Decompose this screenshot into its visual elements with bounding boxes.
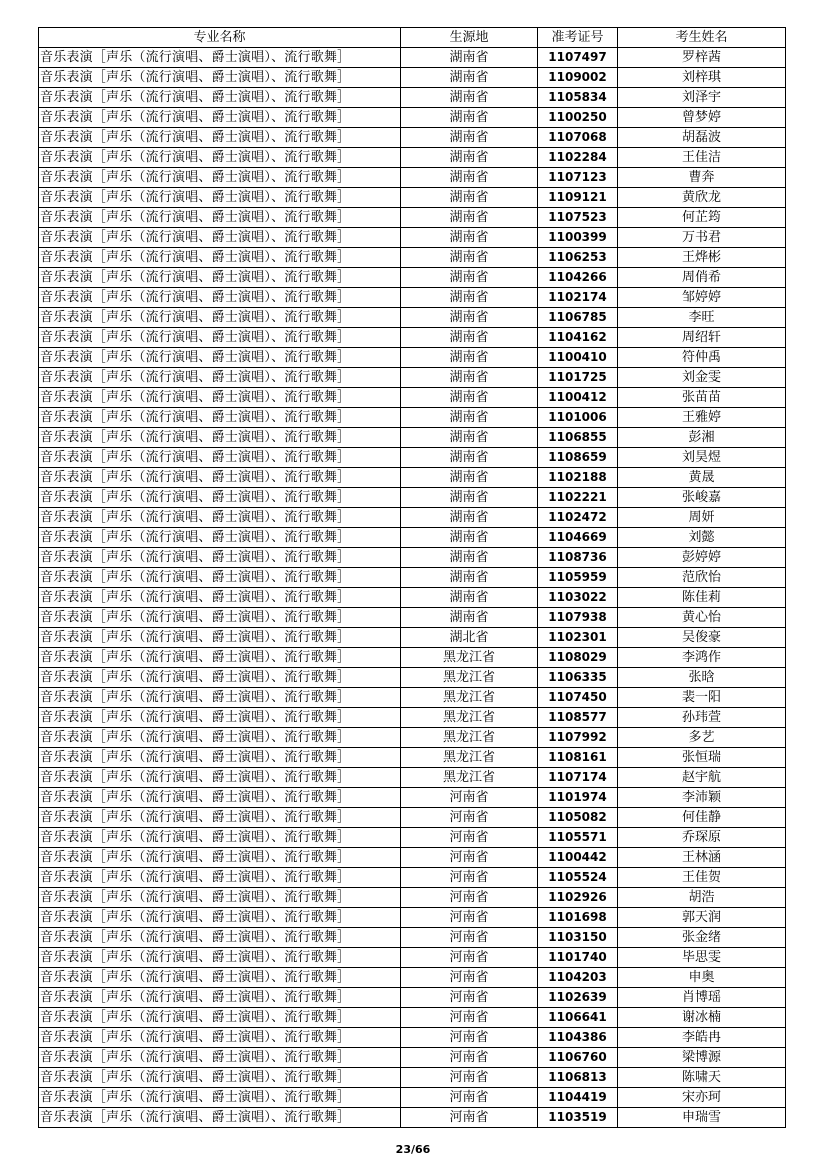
cell-origin: 湖南省 xyxy=(401,588,538,608)
cell-ticket-number: 1100412 xyxy=(538,388,618,408)
cell-major: 音乐表演［声乐（流行演唱、爵士演唱）、流行歌舞］ xyxy=(39,668,401,688)
cell-ticket-number: 1105524 xyxy=(538,868,618,888)
cell-major: 音乐表演［声乐（流行演唱、爵士演唱）、流行歌舞］ xyxy=(39,1088,401,1108)
cell-student-name: 申奥 xyxy=(618,968,786,988)
cell-ticket-number: 1107123 xyxy=(538,168,618,188)
cell-origin: 湖南省 xyxy=(401,488,538,508)
cell-ticket-number: 1107450 xyxy=(538,688,618,708)
cell-origin: 湖南省 xyxy=(401,148,538,168)
table-row xyxy=(39,348,786,368)
cell-origin: 河南省 xyxy=(401,888,538,908)
cell-origin: 湖南省 xyxy=(401,528,538,548)
cell-student-name: 陈啸天 xyxy=(618,1068,786,1088)
cell-major: 音乐表演［声乐（流行演唱、爵士演唱）、流行歌舞］ xyxy=(39,1008,401,1028)
cell-student-name: 裴一阳 xyxy=(618,688,786,708)
cell-major: 音乐表演［声乐（流行演唱、爵士演唱）、流行歌舞］ xyxy=(39,928,401,948)
cell-major: 音乐表演［声乐（流行演唱、爵士演唱）、流行歌舞］ xyxy=(39,688,401,708)
cell-origin: 湖南省 xyxy=(401,68,538,88)
cell-student-name: 罗梓茜 xyxy=(618,48,786,68)
cell-student-name: 刘梓琪 xyxy=(618,68,786,88)
cell-major: 音乐表演［声乐（流行演唱、爵士演唱）、流行歌舞］ xyxy=(39,508,401,528)
cell-origin: 湖南省 xyxy=(401,448,538,468)
cell-major: 音乐表演［声乐（流行演唱、爵士演唱）、流行歌舞］ xyxy=(39,368,401,388)
cell-student-name: 周绍轩 xyxy=(618,328,786,348)
table-row xyxy=(39,628,786,648)
cell-ticket-number: 1107992 xyxy=(538,728,618,748)
cell-student-name: 王烨彬 xyxy=(618,248,786,268)
cell-student-name: 张苗苗 xyxy=(618,388,786,408)
cell-major: 音乐表演［声乐（流行演唱、爵士演唱）、流行歌舞］ xyxy=(39,448,401,468)
cell-origin: 湖南省 xyxy=(401,468,538,488)
cell-origin: 河南省 xyxy=(401,1048,538,1068)
cell-ticket-number: 1106253 xyxy=(538,248,618,268)
cell-origin: 河南省 xyxy=(401,908,538,928)
cell-major: 音乐表演［声乐（流行演唱、爵士演唱）、流行歌舞］ xyxy=(39,708,401,728)
table-row xyxy=(39,448,786,468)
table-row xyxy=(39,868,786,888)
cell-major: 音乐表演［声乐（流行演唱、爵士演唱）、流行歌舞］ xyxy=(39,988,401,1008)
header-origin: 生源地 xyxy=(401,28,538,48)
cell-origin: 湖南省 xyxy=(401,188,538,208)
cell-major: 音乐表演［声乐（流行演唱、爵士演唱）、流行歌舞］ xyxy=(39,288,401,308)
cell-ticket-number: 1101740 xyxy=(538,948,618,968)
table-row xyxy=(39,148,786,168)
cell-ticket-number: 1102221 xyxy=(538,488,618,508)
cell-ticket-number: 1106760 xyxy=(538,1048,618,1068)
cell-major: 音乐表演［声乐（流行演唱、爵士演唱）、流行歌舞］ xyxy=(39,648,401,668)
cell-student-name: 谢冰楠 xyxy=(618,1008,786,1028)
cell-ticket-number: 1108577 xyxy=(538,708,618,728)
cell-student-name: 黄欣龙 xyxy=(618,188,786,208)
cell-ticket-number: 1102472 xyxy=(538,508,618,528)
cell-origin: 湖南省 xyxy=(401,388,538,408)
cell-ticket-number: 1103519 xyxy=(538,1108,618,1128)
cell-ticket-number: 1103022 xyxy=(538,588,618,608)
cell-student-name: 胡磊波 xyxy=(618,128,786,148)
table-row xyxy=(39,328,786,348)
cell-ticket-number: 1106813 xyxy=(538,1068,618,1088)
cell-major: 音乐表演［声乐（流行演唱、爵士演唱）、流行歌舞］ xyxy=(39,208,401,228)
cell-student-name: 宋亦珂 xyxy=(618,1088,786,1108)
cell-origin: 河南省 xyxy=(401,1108,538,1128)
cell-major: 音乐表演［声乐（流行演唱、爵士演唱）、流行歌舞］ xyxy=(39,228,401,248)
cell-origin: 湖南省 xyxy=(401,208,538,228)
cell-student-name: 胡浩 xyxy=(618,888,786,908)
cell-major: 音乐表演［声乐（流行演唱、爵士演唱）、流行歌舞］ xyxy=(39,908,401,928)
cell-origin: 湖南省 xyxy=(401,368,538,388)
cell-ticket-number: 1102639 xyxy=(538,988,618,1008)
cell-origin: 河南省 xyxy=(401,928,538,948)
cell-origin: 湖南省 xyxy=(401,568,538,588)
cell-origin: 湖南省 xyxy=(401,308,538,328)
cell-ticket-number: 1109121 xyxy=(538,188,618,208)
cell-student-name: 彭湘 xyxy=(618,428,786,448)
cell-origin: 湖南省 xyxy=(401,248,538,268)
cell-ticket-number: 1108029 xyxy=(538,648,618,668)
cell-student-name: 张晗 xyxy=(618,668,786,688)
cell-ticket-number: 1104386 xyxy=(538,1028,618,1048)
cell-origin: 湖南省 xyxy=(401,348,538,368)
cell-student-name: 孙玮萱 xyxy=(618,708,786,728)
cell-origin: 河南省 xyxy=(401,868,538,888)
cell-ticket-number: 1105959 xyxy=(538,568,618,588)
cell-origin: 河南省 xyxy=(401,1028,538,1048)
cell-ticket-number: 1104419 xyxy=(538,1088,618,1108)
cell-ticket-number: 1101725 xyxy=(538,368,618,388)
cell-student-name: 范欣怡 xyxy=(618,568,786,588)
table-row xyxy=(39,288,786,308)
table-row xyxy=(39,548,786,568)
cell-student-name: 肖博瑶 xyxy=(618,988,786,1008)
cell-student-name: 多艺 xyxy=(618,728,786,748)
cell-origin: 河南省 xyxy=(401,828,538,848)
cell-student-name: 郭天润 xyxy=(618,908,786,928)
cell-origin: 湖南省 xyxy=(401,168,538,188)
cell-major: 音乐表演［声乐（流行演唱、爵士演唱）、流行歌舞］ xyxy=(39,868,401,888)
cell-student-name: 李鸿作 xyxy=(618,648,786,668)
cell-major: 音乐表演［声乐（流行演唱、爵士演唱）、流行歌舞］ xyxy=(39,308,401,328)
cell-origin: 河南省 xyxy=(401,948,538,968)
cell-major: 音乐表演［声乐（流行演唱、爵士演唱）、流行歌舞］ xyxy=(39,1068,401,1088)
table-body xyxy=(39,48,786,1128)
cell-origin: 河南省 xyxy=(401,988,538,1008)
cell-student-name: 符仲禹 xyxy=(618,348,786,368)
admission-list-table xyxy=(38,27,786,1128)
table-row xyxy=(39,788,786,808)
cell-major: 音乐表演［声乐（流行演唱、爵士演唱）、流行歌舞］ xyxy=(39,1048,401,1068)
table-row xyxy=(39,748,786,768)
cell-ticket-number: 1101006 xyxy=(538,408,618,428)
cell-origin: 黑龙江省 xyxy=(401,708,538,728)
cell-origin: 湖南省 xyxy=(401,508,538,528)
cell-major: 音乐表演［声乐（流行演唱、爵士演唱）、流行歌舞］ xyxy=(39,48,401,68)
cell-major: 音乐表演［声乐（流行演唱、爵士演唱）、流行歌舞］ xyxy=(39,588,401,608)
cell-origin: 湖南省 xyxy=(401,608,538,628)
cell-major: 音乐表演［声乐（流行演唱、爵士演唱）、流行歌舞］ xyxy=(39,428,401,448)
cell-ticket-number: 1106855 xyxy=(538,428,618,448)
table-row xyxy=(39,988,786,1008)
table-row xyxy=(39,888,786,908)
header-student-name: 考生姓名 xyxy=(618,28,786,48)
cell-origin: 湖南省 xyxy=(401,408,538,428)
cell-major: 音乐表演［声乐（流行演唱、爵士演唱）、流行歌舞］ xyxy=(39,348,401,368)
cell-major: 音乐表演［声乐（流行演唱、爵士演唱）、流行歌舞］ xyxy=(39,628,401,648)
table-row xyxy=(39,1068,786,1088)
cell-student-name: 赵宇航 xyxy=(618,768,786,788)
cell-ticket-number: 1104203 xyxy=(538,968,618,988)
cell-origin: 湖南省 xyxy=(401,108,538,128)
cell-origin: 湖南省 xyxy=(401,328,538,348)
table-row xyxy=(39,768,786,788)
cell-major: 音乐表演［声乐（流行演唱、爵士演唱）、流行歌舞］ xyxy=(39,468,401,488)
table-row xyxy=(39,528,786,548)
cell-ticket-number: 1101974 xyxy=(538,788,618,808)
cell-origin: 湖南省 xyxy=(401,268,538,288)
table-row xyxy=(39,88,786,108)
table-row xyxy=(39,928,786,948)
cell-major: 音乐表演［声乐（流行演唱、爵士演唱）、流行歌舞］ xyxy=(39,568,401,588)
cell-ticket-number: 1105571 xyxy=(538,828,618,848)
cell-origin: 湖北省 xyxy=(401,628,538,648)
table-row xyxy=(39,688,786,708)
cell-student-name: 张恒瑞 xyxy=(618,748,786,768)
table-row xyxy=(39,1008,786,1028)
page-number: 23/66 xyxy=(395,1143,431,1156)
cell-student-name: 李旺 xyxy=(618,308,786,328)
cell-student-name: 万书君 xyxy=(618,228,786,248)
cell-student-name: 曹奔 xyxy=(618,168,786,188)
cell-major: 音乐表演［声乐（流行演唱、爵士演唱）、流行歌舞］ xyxy=(39,828,401,848)
cell-major: 音乐表演［声乐（流行演唱、爵士演唱）、流行歌舞］ xyxy=(39,408,401,428)
table-row xyxy=(39,1108,786,1128)
cell-major: 音乐表演［声乐（流行演唱、爵士演唱）、流行歌舞］ xyxy=(39,808,401,828)
cell-ticket-number: 1107068 xyxy=(538,128,618,148)
table-row xyxy=(39,828,786,848)
table-row xyxy=(39,188,786,208)
cell-student-name: 王佳贺 xyxy=(618,868,786,888)
cell-student-name: 邹婷婷 xyxy=(618,288,786,308)
cell-major: 音乐表演［声乐（流行演唱、爵士演唱）、流行歌舞］ xyxy=(39,528,401,548)
cell-student-name: 申瑞雪 xyxy=(618,1108,786,1128)
cell-student-name: 陈佳莉 xyxy=(618,588,786,608)
cell-ticket-number: 1104162 xyxy=(538,328,618,348)
table-row xyxy=(39,708,786,728)
table-row xyxy=(39,1048,786,1068)
cell-student-name: 刘昊煜 xyxy=(618,448,786,468)
cell-student-name: 周俏希 xyxy=(618,268,786,288)
cell-student-name: 王佳洁 xyxy=(618,148,786,168)
cell-ticket-number: 1100442 xyxy=(538,848,618,868)
table-row xyxy=(39,388,786,408)
cell-major: 音乐表演［声乐（流行演唱、爵士演唱）、流行歌舞］ xyxy=(39,128,401,148)
cell-ticket-number: 1100399 xyxy=(538,228,618,248)
cell-major: 音乐表演［声乐（流行演唱、爵士演唱）、流行歌舞］ xyxy=(39,268,401,288)
table-row xyxy=(39,228,786,248)
table-row xyxy=(39,1028,786,1048)
cell-student-name: 吴俊豪 xyxy=(618,628,786,648)
cell-origin: 湖南省 xyxy=(401,228,538,248)
cell-ticket-number: 1109002 xyxy=(538,68,618,88)
cell-origin: 湖南省 xyxy=(401,128,538,148)
cell-origin: 黑龙江省 xyxy=(401,728,538,748)
table-row xyxy=(39,468,786,488)
cell-student-name: 曾梦婷 xyxy=(618,108,786,128)
table-row xyxy=(39,848,786,868)
cell-student-name: 刘泽宇 xyxy=(618,88,786,108)
cell-major: 音乐表演［声乐（流行演唱、爵士演唱）、流行歌舞］ xyxy=(39,168,401,188)
cell-ticket-number: 1106641 xyxy=(538,1008,618,1028)
table-row xyxy=(39,128,786,148)
table-row xyxy=(39,588,786,608)
cell-ticket-number: 1102301 xyxy=(538,628,618,648)
header-ticket-number: 准考证号 xyxy=(538,28,618,48)
cell-origin: 湖南省 xyxy=(401,48,538,68)
cell-major: 音乐表演［声乐（流行演唱、爵士演唱）、流行歌舞］ xyxy=(39,728,401,748)
table-row xyxy=(39,208,786,228)
cell-student-name: 李皓冉 xyxy=(618,1028,786,1048)
table-row xyxy=(39,428,786,448)
cell-student-name: 梁博源 xyxy=(618,1048,786,1068)
table-row xyxy=(39,248,786,268)
table-row xyxy=(39,108,786,128)
cell-ticket-number: 1107938 xyxy=(538,608,618,628)
table-row xyxy=(39,48,786,68)
table-row xyxy=(39,808,786,828)
cell-ticket-number: 1101698 xyxy=(538,908,618,928)
cell-ticket-number: 1100250 xyxy=(538,108,618,128)
cell-major: 音乐表演［声乐（流行演唱、爵士演唱）、流行歌舞］ xyxy=(39,968,401,988)
cell-ticket-number: 1107497 xyxy=(538,48,618,68)
cell-major: 音乐表演［声乐（流行演唱、爵士演唱）、流行歌舞］ xyxy=(39,248,401,268)
cell-major: 音乐表演［声乐（流行演唱、爵士演唱）、流行歌舞］ xyxy=(39,88,401,108)
cell-major: 音乐表演［声乐（流行演唱、爵士演唱）、流行歌舞］ xyxy=(39,548,401,568)
cell-major: 音乐表演［声乐（流行演唱、爵士演唱）、流行歌舞］ xyxy=(39,108,401,128)
cell-major: 音乐表演［声乐（流行演唱、爵士演唱）、流行歌舞］ xyxy=(39,1108,401,1128)
cell-ticket-number: 1102188 xyxy=(538,468,618,488)
cell-origin: 河南省 xyxy=(401,1008,538,1028)
cell-major: 音乐表演［声乐（流行演唱、爵士演唱）、流行歌舞］ xyxy=(39,1028,401,1048)
table-row xyxy=(39,668,786,688)
cell-origin: 湖南省 xyxy=(401,88,538,108)
header-major: 专业名称 xyxy=(39,28,401,48)
table-row xyxy=(39,168,786,188)
cell-ticket-number: 1108659 xyxy=(538,448,618,468)
cell-ticket-number: 1108736 xyxy=(538,548,618,568)
cell-ticket-number: 1106335 xyxy=(538,668,618,688)
cell-ticket-number: 1102284 xyxy=(538,148,618,168)
cell-student-name: 黄心怡 xyxy=(618,608,786,628)
cell-student-name: 周妍 xyxy=(618,508,786,528)
table-row xyxy=(39,408,786,428)
table-row xyxy=(39,608,786,628)
cell-student-name: 乔琛原 xyxy=(618,828,786,848)
cell-ticket-number: 1106785 xyxy=(538,308,618,328)
table-row xyxy=(39,508,786,528)
cell-major: 音乐表演［声乐（流行演唱、爵士演唱）、流行歌舞］ xyxy=(39,848,401,868)
table-row xyxy=(39,568,786,588)
cell-student-name: 彭婷婷 xyxy=(618,548,786,568)
cell-major: 音乐表演［声乐（流行演唱、爵士演唱）、流行歌舞］ xyxy=(39,188,401,208)
cell-ticket-number: 1102926 xyxy=(538,888,618,908)
cell-ticket-number: 1104266 xyxy=(538,268,618,288)
cell-major: 音乐表演［声乐（流行演唱、爵士演唱）、流行歌舞］ xyxy=(39,328,401,348)
cell-origin: 河南省 xyxy=(401,1068,538,1088)
cell-origin: 河南省 xyxy=(401,1088,538,1108)
cell-student-name: 张峻嘉 xyxy=(618,488,786,508)
cell-origin: 黑龙江省 xyxy=(401,688,538,708)
cell-ticket-number: 1104669 xyxy=(538,528,618,548)
cell-major: 音乐表演［声乐（流行演唱、爵士演唱）、流行歌舞］ xyxy=(39,488,401,508)
cell-student-name: 何芷筠 xyxy=(618,208,786,228)
cell-origin: 湖南省 xyxy=(401,428,538,448)
cell-major: 音乐表演［声乐（流行演唱、爵士演唱）、流行歌舞］ xyxy=(39,748,401,768)
cell-student-name: 毕思雯 xyxy=(618,948,786,968)
cell-major: 音乐表演［声乐（流行演唱、爵士演唱）、流行歌舞］ xyxy=(39,948,401,968)
cell-student-name: 张金绪 xyxy=(618,928,786,948)
table-row xyxy=(39,948,786,968)
cell-major: 音乐表演［声乐（流行演唱、爵士演唱）、流行歌舞］ xyxy=(39,788,401,808)
cell-origin: 黑龙江省 xyxy=(401,768,538,788)
cell-major: 音乐表演［声乐（流行演唱、爵士演唱）、流行歌舞］ xyxy=(39,148,401,168)
table-row xyxy=(39,368,786,388)
table-row xyxy=(39,728,786,748)
table-row xyxy=(39,908,786,928)
cell-origin: 河南省 xyxy=(401,788,538,808)
cell-major: 音乐表演［声乐（流行演唱、爵士演唱）、流行歌舞］ xyxy=(39,68,401,88)
cell-major: 音乐表演［声乐（流行演唱、爵士演唱）、流行歌舞］ xyxy=(39,768,401,788)
table-row xyxy=(39,68,786,88)
cell-student-name: 王林涵 xyxy=(618,848,786,868)
cell-origin: 黑龙江省 xyxy=(401,668,538,688)
cell-student-name: 李沛颖 xyxy=(618,788,786,808)
cell-ticket-number: 1103150 xyxy=(538,928,618,948)
cell-ticket-number: 1108161 xyxy=(538,748,618,768)
cell-ticket-number: 1107174 xyxy=(538,768,618,788)
cell-student-name: 何佳静 xyxy=(618,808,786,828)
cell-ticket-number: 1102174 xyxy=(538,288,618,308)
cell-origin: 湖南省 xyxy=(401,288,538,308)
cell-major: 音乐表演［声乐（流行演唱、爵士演唱）、流行歌舞］ xyxy=(39,888,401,908)
cell-student-name: 王雅婷 xyxy=(618,408,786,428)
table-row xyxy=(39,648,786,668)
table-row xyxy=(39,268,786,288)
cell-origin: 黑龙江省 xyxy=(401,648,538,668)
cell-ticket-number: 1100410 xyxy=(538,348,618,368)
table-row xyxy=(39,1088,786,1108)
cell-ticket-number: 1105834 xyxy=(538,88,618,108)
cell-origin: 河南省 xyxy=(401,808,538,828)
table-row xyxy=(39,308,786,328)
table-row xyxy=(39,488,786,508)
cell-student-name: 黄晟 xyxy=(618,468,786,488)
cell-student-name: 刘懿 xyxy=(618,528,786,548)
cell-ticket-number: 1107523 xyxy=(538,208,618,228)
cell-origin: 湖南省 xyxy=(401,548,538,568)
cell-student-name: 刘金雯 xyxy=(618,368,786,388)
cell-origin: 河南省 xyxy=(401,968,538,988)
cell-origin: 河南省 xyxy=(401,848,538,868)
table-row xyxy=(39,968,786,988)
cell-major: 音乐表演［声乐（流行演唱、爵士演唱）、流行歌舞］ xyxy=(39,388,401,408)
cell-origin: 黑龙江省 xyxy=(401,748,538,768)
cell-major: 音乐表演［声乐（流行演唱、爵士演唱）、流行歌舞］ xyxy=(39,608,401,628)
table-header-row xyxy=(39,28,786,48)
cell-ticket-number: 1105082 xyxy=(538,808,618,828)
